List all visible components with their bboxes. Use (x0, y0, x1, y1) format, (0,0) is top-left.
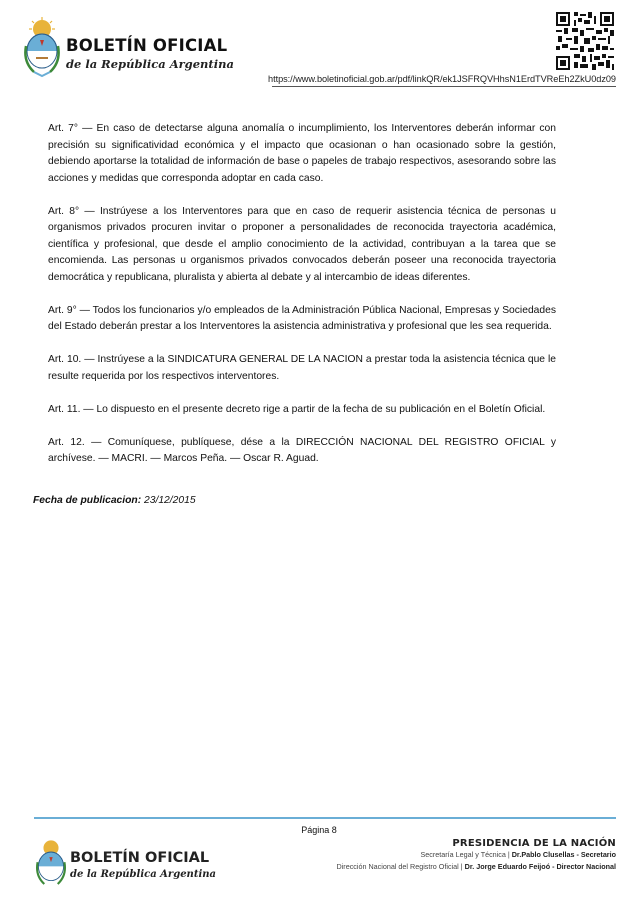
logo-title: BOLETÍN OFICIAL (66, 36, 228, 55)
publication-date-label: Fecha de publicacion: (33, 495, 142, 506)
secretario-name: Dr.Pablo Clusellas - Secretario (511, 850, 616, 859)
footer-logo-title: BOLETÍN OFICIAL (70, 850, 210, 866)
document-url[interactable]: https://www.boletinoficial.gob.ar/pdf/linkQR/ek1JSFRQVHhsN1ErdTVReEh2ZkU0dz09 (268, 74, 616, 84)
article-11: Art. 11. — Lo dispuesto en el presente decreto rige a partir de la fecha de su publicación en el Boletín Oficial. (48, 403, 546, 415)
header-divider (272, 86, 616, 87)
presidency-label: PRESIDENCIA DE LA NACIÓN (452, 838, 616, 849)
boletin-oficial-logo (22, 16, 234, 80)
footer-divider (34, 817, 616, 819)
decree-body (48, 121, 556, 484)
page-number: Página 8 (301, 825, 337, 835)
footer-credits (337, 838, 616, 873)
publication-date-value: 23/12/2015 (144, 495, 196, 506)
article-12: Art. 12. — Comuníquese, publíquese, dése a la DIRECCIÓN NACIONAL DEL REGISTRO OFICIAL y archívese. — MACRI. — Marcos Peña. — Oscar R. Aguad. (48, 436, 556, 464)
director-name: Dr. Jorge Eduardo Feijoó - Director Nacional (464, 862, 616, 871)
article-9: Art. 9° — Todos los funcionarios y/o empleados de la Administración Pública Nacional, Empresas y Sociedades del Estado deberán prestar a los Interventores la asistencia administrativa y profesional que les sea requerida. (48, 304, 556, 332)
article-10: Art. 10. — Instrúyese a la SINDICATURA GENERAL DE LA NACION a prestar toda la asistencia técnica que le resulte requerida por los respectivos interventores. (48, 354, 556, 382)
argentina-coat-of-arms-icon (22, 16, 62, 78)
secretaria-line (337, 849, 616, 861)
logo-subtitle: de la República Argentina (66, 57, 234, 71)
footer-logo-subtitle: de la República Argentina (70, 869, 216, 880)
article-7: Art. 7° — En caso de detectarse alguna anomalía o incumplimiento, los Interventores deberán informar con precisión su significatividad económica y el impacto que ocasionan o han ocasionado sobre la gestión, debiendo aportarse la totalidad de información de base o papeles de trabajo respectivos, asesorando sobre las acciones y medidas que corresponda adoptar en cada caso. (48, 123, 556, 184)
article-8: Art. 8° — Instrúyese a los Interventores para que en caso de requerir asistencia técnica de personas u organismos privados procuren invitar o proponer a personalidades de reconocida trayectoria académica, científica y profesional, que desde el amplio conocimiento de la actividad, contribuyan a la tarea que se encomienda. Las personas u organismos privados convocados deberán poseer una reconocida trayectoria democrática y republicana, pluralista y abierta al debate y al intercambio de ideas diferentes. (48, 205, 556, 283)
qr-code-icon[interactable] (556, 12, 614, 70)
direccion-label: Dirección Nacional del Registro Oficial | (336, 862, 465, 871)
page-header (0, 0, 638, 92)
secretaria-label: Secretaría Legal y Técnica | (420, 850, 512, 859)
direccion-line (337, 861, 616, 873)
argentina-coat-of-arms-icon (34, 837, 68, 889)
publication-date (33, 495, 196, 506)
footer-boletin-logo (34, 837, 234, 893)
